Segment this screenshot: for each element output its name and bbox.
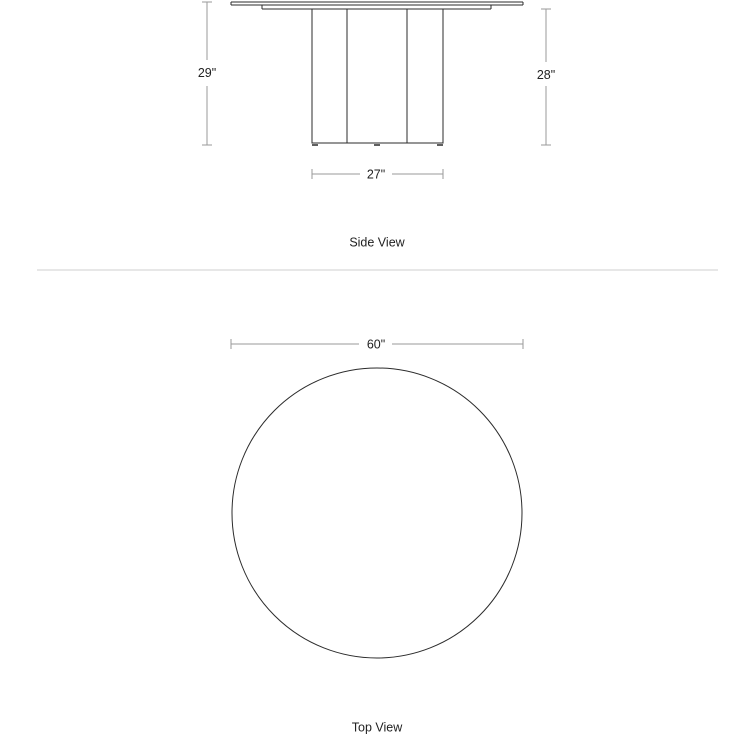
base-width-dimension	[312, 168, 443, 182]
side-view-tabletop	[231, 2, 523, 9]
diameter-label: 60"	[366, 337, 386, 352]
overall-height-label: 29"	[197, 66, 217, 80]
side-view-caption: Side View	[349, 235, 405, 250]
base-width-label: 27"	[366, 167, 386, 182]
diameter-dimension	[231, 338, 523, 352]
tabletop-circle	[232, 368, 522, 658]
side-view	[198, 2, 555, 250]
base-height-dimension	[537, 9, 555, 145]
top-view	[231, 338, 523, 735]
overall-height-dimension	[198, 2, 216, 145]
top-view-caption: Top View	[351, 720, 403, 735]
base-height-label: 28"	[536, 68, 556, 82]
side-view-pedestal	[312, 9, 443, 145]
